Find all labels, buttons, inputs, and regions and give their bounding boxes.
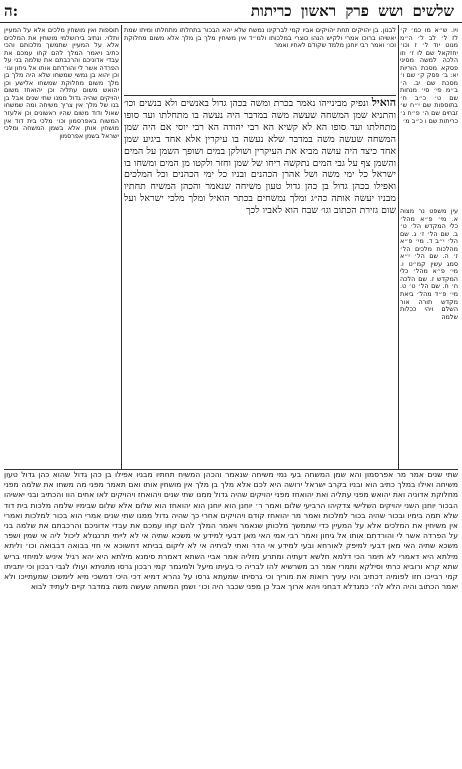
right-column-rule bbox=[398, 25, 399, 470]
gemara-opening-word: הואיל bbox=[371, 97, 396, 109]
ein-mishpat-column: עין משפט נר מצוה א. מי׳ פ״א מהל׳ כלי המקדש הל׳ ט׳ ב. שם הל׳ ז׳ ג. שם הל׳ י״ב ד. מי׳ פ״א מהלכות מלכים הל׳ ז׳ ה. שם הל׳ י״א סמג עשין קמ״ט ו. מי׳ פ״א מהל׳ כלי המקדש ז. שם הלכה ח׳ ח. שם הל׳ ט׳ ט. מי׳ פ״ד מהל׳ ביאת מקדש תורה אור השלם ויהי ככלות שלמה bbox=[400, 208, 458, 321]
running-head: שלשים ושש פרק ראשון כריתות bbox=[250, 2, 454, 20]
gemara-main-text bbox=[124, 97, 396, 469]
left-column-rule bbox=[121, 25, 122, 470]
page-header bbox=[0, 0, 462, 23]
page-number: ה: bbox=[4, 2, 19, 20]
bottom-commentary: שתי שנים אמר מר אפרסמון והא שמן המשחה בעי נמי משיחה שנאמר והכהן המשיח תחתיו מבניו אפילו בן כהן גדול שהוא כהן גדול טעון משיחה ואילו במלך כתיב הוא ובניו בקרב ישראל ירושה היא לכם אלא מלך בן מלך אין מושחין אותו ואם תאמר מפני מה משחו את שלמה מפני מחלוקת אדוניה ואת יהואש מפני עתליה ואת יהואחז מפני יהויקים שהיה גדול ממנו שתי שנים ויהואחז ויהויקים לאו אחים הוו והכתיב ובני יאשיהו הבכור יוחנן השני יהויקים השלישי צדקיהו הרביעי שלום ואמר ר׳ יוחנן הוא יוחנן הוא יהואחז הוא שלום אלא שלום שבימיו שלמה מלכות בית דוד שלא תמה בימיו ובכור שהיה בכור למלכות ואמר מר יהואחז קודם ויהויקים אחרי כך שהיה גדול ממנו שתי שנים אמרי הוא בכור למלכות ואמרי אין משיחין את המלכים אלא על המעיין כדי שתמשך מלכותן שנאמר ויאמר המלך להם קחו עמכם את עבדי אדוניכם והרכבתם את שלמה בני על הפרדה אשר לי והורדתם אותו אל גיחון ואמר רבי אמי האי מאן דבעי למידע אי משכא שתיה אי לא לייתי תרנגולא ליכול ליה אי שמין ושפר משכא שתיה האי מאן דבעי למיפק לאורחא ובעי למידע אי הדר ואתי לביתיה אי לא ליקום בביתא דחשוכא אי חזי בבואה דבבואה וכו׳ וליתא מילתא היא דאמרי לא תימר הכי דלמא חלשא דעתיה ומתרע מזליה אמר אביי השתא דאמרת סימנא מילתא היא יהא רגיל איניש למיחזי בריש שתא קרא ורוביא כרתי וסילקא ותמרי אמר רב משרשיא להו לבריה כי בעיתו מיעל ולמיגמר קמי רבכון גרסו מתניתא ועולו לגבי רבכון וכי יתביתו קמי רבייכו חזו לפומיה דכתיב והיו עיניך רואות את מוריך וכי גרסיתו שמעתא גרסו על נהרא דמיא דכי היכי דמשכי מיא לימשכו שמעתייכו ולא יאמר הכתוב והיה הלא לה׳ כמגדלא דבחני ויהא ארוך אבל כן מפני שכבר היה וכו׳ ושמן המשחה שעשה משה במדבר קיים לעתיד לבוא bbox=[4, 470, 458, 592]
gemara-top-rule bbox=[124, 95, 396, 96]
rashi-top: לבנון. בן יהויקים תחת יהויקים אביו קמי לברקינו נמשח שלא יהא הבכור בתחלתו מתחלתו ומיתו שמת יאשיהו ברוכו אמרי ולקיש הנהו כוצרי במלכותו ולמ״ד אין משיחין מלך בן מלך אלא משום מחלוקת וכו׳ ואמר רבי יוחנן מלמד שקודם לאחיו ואמר bbox=[124, 27, 396, 50]
gemara-body: ונפיק מבינייהו נאמר בכרת ומשה בכהן גדול באנשים ולא בנשים וכו׳ והתניא שמן המשחה שעשה משה במדבר היה נעשה בו מתחלתו ועד סופו מתחלתו ועד סופו הא לא קשיא הא רבי יהודה הא רבי יוסי אם היה שמן המשחה שעשה משה במדבר שלא נעשה בו עיקרין אלא אחד ביגיע שמן אחד כיצד היה עושה מביא את העיקרין ושולקן במים ושופך השמן על המים והשמן צף על גבי המים נתקשה ריחו של שמן וחזר ולקטו מן המים ומשחו בו ישראל כל ימי משה ושל אהרן הכהנים ובניו כל ימי הכהנים וכל המלכים ואפילו בכהן גדול בן כהן גדול טעון משיחה שנאמר והכהן המשיח תחתיו מבניו יעשה אותה כה״ג ומלך נמשחים בכתר הואיל ומלך מלכי ישראל ועל שום גזירת הכתוב וגו׳ שבח הוא לאביו לכך bbox=[124, 98, 396, 217]
tosafot-column: תוספות ואין מושחין מלכים אלא על המעיין ותלוי. ונתיב בירושלמי מושחין את המלכים אלא על המעיין שתמשך מלכותם והכי כתיב ויאמר המלך להם קחו עמכם את עבדי אדוניכם והרכבתם את שלמה בני על הפרדה אשר לי והורדתם אותו אל גיחון וגו׳ וכן יהוא בן נמשי שמשחו שלא היה מלך בן מלך משום מחלוקת שמשחו אלישע וכן יהואש משום עתליה וכן יהואחז משום יהויקים שהיה גדול ממנו שתי שנים אבל בן בנו של מלך אין צריך משיחה ומה שמשחו שאול ודוד משום שהיו ראשונים וכן אלעזר המשוח באפרסמון וכו׳ מלכי בית דוד אין מושחין אותן אלא בשמן המשחה ומלכי ישראל בשמן אפרסמון bbox=[4, 27, 119, 140]
right-margin-commentary: ויו. ש״א מו כמ׳ ק׳ לז ל׳ לב ל׳ ה״מ מנוט יוד ל׳ ז וכו׳ יחזקאל שם לו ז׳ וזו הלכה למשה מסיני פסקא מסכת הוריות יא: ב׳ פסק ק׳ שם ו׳ מסכת שם יב. ה׳ ב״מ פי׳ סי׳ מנחות שם ט׳ כ״ב ח׳ בתוספות שם י״ח ש׳ זבחים שם ה׳ פ״ח נ׳ כריתות שם ו כ״ב מ׳ bbox=[400, 27, 458, 125]
